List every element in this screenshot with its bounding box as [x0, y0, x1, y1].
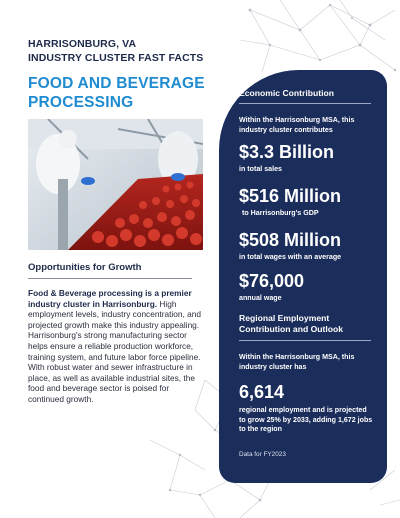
stat-average-wage-value: $76,000 — [239, 271, 305, 291]
eyebrow — [28, 37, 228, 65]
employment-heading-line-1: Regional Employment — [239, 313, 330, 323]
header — [28, 37, 228, 112]
economic-heading: Economic Contribution — [239, 88, 335, 98]
growth-heading: Opportunities for Growth — [28, 262, 192, 279]
growth-lead: Food & Beverage processing is a premier industry cluster in Harrisonburg. — [28, 288, 192, 309]
stat-gdp-value: $516 Million — [239, 186, 342, 206]
growth-text: High employment levels, industry concentration, and projected growth make this industry appealing. Harrisonburg's strong manufacturing sector helps ensure a reliable production workforce, training system, and future labor force pipeline. With robust water and sewer infrastructure in place, as well as available industrial sites, the food and beverage sector is poised for continued growth. — [28, 298, 201, 404]
economic-divider — [239, 103, 371, 104]
stat-gdp-label: to Harrisonburg's GDP — [242, 209, 319, 217]
stats-panel — [219, 70, 387, 483]
page-title — [28, 74, 228, 112]
title-line-2: PROCESSING — [28, 94, 134, 111]
factory-photo — [28, 119, 203, 250]
stat-total-sales-label: in total sales — [239, 165, 282, 173]
employment-heading — [239, 313, 379, 335]
factory-photo-illustration — [28, 119, 203, 250]
stat-wages-value: $508 Million — [239, 230, 342, 250]
employment-heading-line-2: Contribution and Outlook — [239, 324, 344, 334]
stat-average-wage-label: annual wage — [239, 294, 282, 302]
eyebrow-location: HARRISONBURG, VA — [28, 38, 137, 50]
economic-intro: Within the Harrisonburg MSA, this industry cluster contributes — [239, 116, 355, 134]
stat-employment-value: 6,614 — [239, 382, 285, 402]
employment-divider — [239, 340, 371, 341]
data-footnote: Data for FY2023 — [239, 451, 286, 458]
employment-intro: Within the Harrisonburg MSA, this industry cluster has — [239, 353, 355, 371]
growth-paragraph — [28, 288, 204, 405]
stat-employment-label: regional employment and is projected to grow 25% by 2033, adding 1,672 jobs to the region — [239, 406, 373, 434]
title-line-1: FOOD AND BEVERAGE — [28, 75, 205, 92]
stat-total-sales-value: $3.3 Billion — [239, 142, 335, 162]
eyebrow-subtitle: INDUSTRY CLUSTER FAST FACTS — [28, 52, 204, 64]
stat-wages-label: in total wages with an average — [239, 253, 342, 261]
